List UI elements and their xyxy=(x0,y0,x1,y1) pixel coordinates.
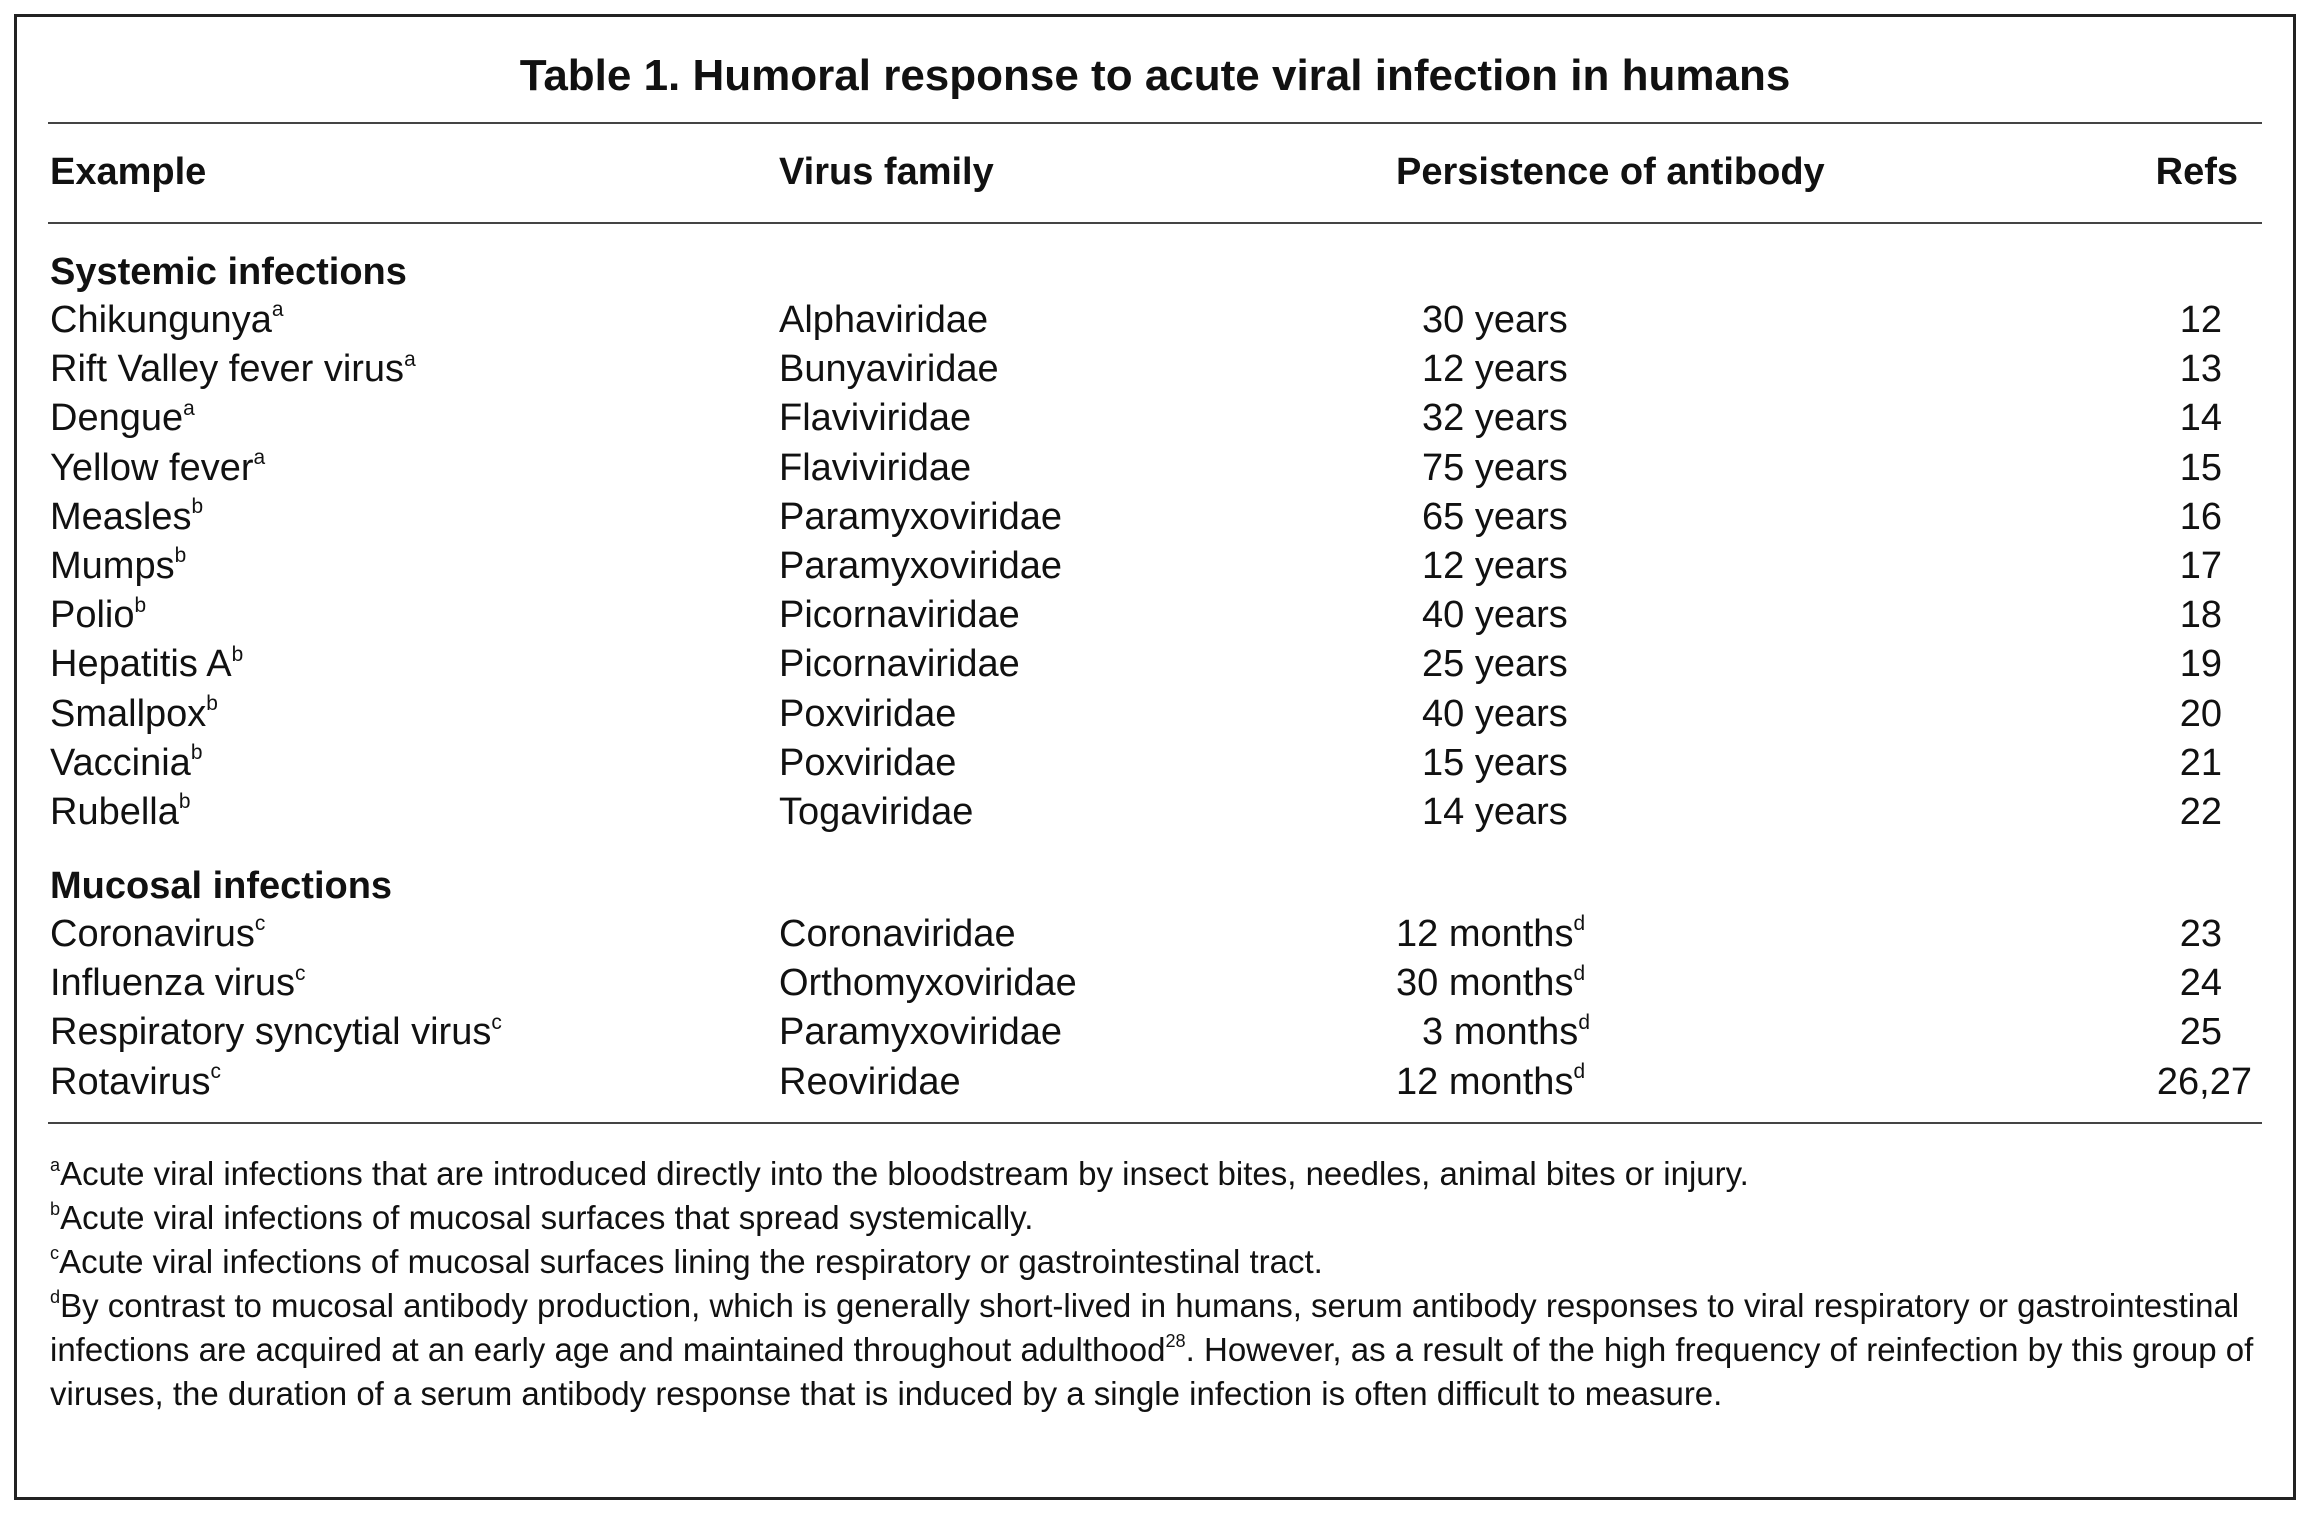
table-title: Table 1. Humoral response to acute viral infection in humans xyxy=(519,51,1791,100)
cell-persistence xyxy=(1422,640,1568,689)
example-text: Polio xyxy=(50,594,135,637)
table-row xyxy=(0,591,2310,640)
cell-virus-family: Flaviviridae xyxy=(779,397,972,440)
cell-persistence xyxy=(1422,591,1568,640)
footnote-marker: b xyxy=(178,790,191,814)
bottom-rule xyxy=(48,1122,2262,1124)
table-row xyxy=(0,493,2310,542)
cell-refs: 22 xyxy=(2179,791,2222,833)
section-heading-systemic: Systemic infections xyxy=(50,251,407,293)
cell-example xyxy=(50,788,191,837)
footnotes xyxy=(50,1152,2264,1416)
cell-refs: 14 xyxy=(2179,397,2222,440)
cell-example xyxy=(50,690,218,739)
table-row xyxy=(0,788,2310,837)
header-rule xyxy=(48,222,2262,224)
table-row xyxy=(0,1058,2310,1107)
footnote-b xyxy=(50,1196,2264,1240)
header-persistence: Persistence of antibody xyxy=(1396,151,1825,193)
example-text: Mumps xyxy=(50,545,175,587)
cell-example xyxy=(50,910,265,959)
cell-example xyxy=(50,493,203,542)
cell-virus-family: Reoviridae xyxy=(779,1060,961,1103)
persistence-text: 40 years xyxy=(1422,692,1568,735)
cell-virus-family: Poxviridae xyxy=(779,741,957,784)
footnote-c xyxy=(50,1240,2264,1284)
cell-virus-family: Picornaviridae xyxy=(779,643,1020,686)
persistence-text: 12 months xyxy=(1396,1060,1574,1103)
cell-virus-family: Paramyxoviridae xyxy=(779,545,1062,587)
table-row xyxy=(0,542,2310,591)
cell-example xyxy=(50,345,416,394)
footnote-marker: b xyxy=(190,741,203,765)
cell-refs: 24 xyxy=(2179,962,2222,1005)
footnote-marker: a xyxy=(183,396,195,420)
cell-example xyxy=(50,591,146,640)
cell-virus-family: Paramyxoviridae xyxy=(779,1011,1062,1054)
example-text: Measles xyxy=(50,495,192,538)
cell-persistence xyxy=(1422,788,1568,837)
cell-refs: 21 xyxy=(2179,741,2222,784)
footnote-marker: d xyxy=(1573,912,1586,936)
cell-example xyxy=(50,444,265,493)
example-text: Vaccinia xyxy=(50,741,191,784)
footnote-marker: d xyxy=(1578,1010,1590,1034)
example-text: Respiratory syncytial virus xyxy=(50,1011,492,1054)
footnote-marker: b xyxy=(134,593,147,617)
persistence-text: 65 years xyxy=(1422,495,1568,538)
cell-persistence xyxy=(1422,493,1568,542)
cell-refs: 16 xyxy=(2179,495,2222,538)
table-row xyxy=(0,1008,2310,1057)
cell-virus-family: Coronaviridae xyxy=(779,913,1016,955)
cell-virus-family: Bunyaviridae xyxy=(779,348,999,391)
table-row xyxy=(0,640,2310,689)
cell-virus-family: Togaviridae xyxy=(779,791,974,833)
footnote-marker: b xyxy=(191,495,204,519)
cell-refs: 13 xyxy=(2179,348,2222,391)
cell-example xyxy=(50,640,243,689)
cell-refs: 18 xyxy=(2179,594,2222,637)
footnote-marker: a xyxy=(271,298,284,322)
example-text: Smallpox xyxy=(50,692,207,735)
footnote-marker: d xyxy=(1573,961,1586,985)
footnote-marker: c xyxy=(491,1010,502,1034)
footnote-marker: b xyxy=(174,544,187,568)
footnote-d xyxy=(50,1284,2264,1416)
cell-example xyxy=(50,1008,502,1057)
cell-refs: 20 xyxy=(2179,692,2222,735)
example-text: Dengue xyxy=(50,397,184,440)
cell-virus-family: Paramyxoviridae xyxy=(779,495,1062,538)
persistence-text: 40 years xyxy=(1422,594,1568,637)
cell-virus-family: Orthomyxoviridae xyxy=(779,962,1077,1005)
table-row xyxy=(0,394,2310,443)
footnote-marker: d xyxy=(50,1287,61,1308)
cell-refs: 19 xyxy=(2179,643,2222,686)
cell-example xyxy=(50,296,283,345)
cell-persistence xyxy=(1396,910,1585,959)
footnote-text: Acute viral infections of mucosal surfaces that spread systemically. xyxy=(60,1199,1034,1236)
cell-persistence xyxy=(1422,444,1568,493)
persistence-text: 30 years xyxy=(1422,299,1568,341)
footnote-marker: c xyxy=(254,912,266,936)
cell-persistence xyxy=(1422,296,1568,345)
example-text: Influenza virus xyxy=(50,962,296,1005)
cell-refs: 12 xyxy=(2179,299,2222,341)
table-row xyxy=(0,739,2310,788)
footnote-marker: c xyxy=(50,1243,60,1264)
example-text: Rift Valley fever virus xyxy=(50,348,405,391)
example-text: Rotavirus xyxy=(50,1060,211,1103)
table-row xyxy=(0,345,2310,394)
footnote-marker: a xyxy=(50,1155,61,1176)
cell-persistence xyxy=(1422,345,1568,394)
header-example: Example xyxy=(50,151,207,193)
cell-example xyxy=(50,739,202,788)
header-virus-family: Virus family xyxy=(779,151,994,193)
footnote-marker: c xyxy=(210,1059,221,1083)
cell-persistence xyxy=(1396,1058,1585,1107)
footnote-text: By contrast to mucosal antibody production, which is generally short-lived in humans, serum antibody responses to viral respiratory or gastrointestinal infections are acquired at an early age and maintained throughout adulthood xyxy=(50,1287,2240,1368)
footnote-marker: c xyxy=(295,961,306,985)
persistence-text: 30 months xyxy=(1396,962,1574,1005)
footnote-marker: a xyxy=(404,347,416,371)
cell-persistence xyxy=(1422,739,1568,788)
example-text: Hepatitis A xyxy=(50,643,232,686)
footnote-marker: b xyxy=(50,1199,61,1220)
table-row xyxy=(0,296,2310,345)
cell-refs: 25 xyxy=(2179,1011,2222,1054)
persistence-text: 25 years xyxy=(1422,643,1568,686)
cell-persistence xyxy=(1422,542,1568,591)
cell-virus-family: Flaviviridae xyxy=(779,446,972,489)
persistence-text: 12 years xyxy=(1422,348,1568,391)
cell-persistence xyxy=(1422,690,1568,739)
cell-persistence xyxy=(1422,1008,1590,1057)
cell-example xyxy=(50,959,305,1008)
cell-example xyxy=(50,394,195,443)
table-row xyxy=(0,910,2310,959)
persistence-text: 32 years xyxy=(1422,397,1568,440)
cell-virus-family: Picornaviridae xyxy=(779,594,1020,637)
persistence-text: 15 years xyxy=(1422,741,1568,784)
cell-virus-family: Alphaviridae xyxy=(779,299,989,341)
footnote-marker: b xyxy=(231,642,244,666)
table-row xyxy=(0,690,2310,739)
example-text: Coronavirus xyxy=(50,913,255,955)
reference-marker: 28 xyxy=(1165,1331,1186,1352)
footnote-marker: b xyxy=(206,691,218,715)
section-heading-mucosal: Mucosal infections xyxy=(50,865,393,907)
example-text: Yellow fever xyxy=(50,446,254,489)
cell-refs: 26,27 xyxy=(2156,1060,2252,1103)
table-row xyxy=(0,444,2310,493)
cell-virus-family: Poxviridae xyxy=(779,692,957,735)
persistence-text: 14 years xyxy=(1422,791,1568,833)
cell-refs: 17 xyxy=(2179,545,2222,587)
footnote-marker: d xyxy=(1573,1059,1586,1083)
cell-example xyxy=(50,1058,221,1107)
table-row xyxy=(0,959,2310,1008)
persistence-text: 12 years xyxy=(1422,545,1568,587)
cell-persistence xyxy=(1422,394,1568,443)
footnote-a xyxy=(50,1152,2264,1196)
footnote-text: Acute viral infections that are introduced directly into the bloodstream by insect bites, needles, animal bites or injury. xyxy=(60,1155,1749,1192)
header-refs: Refs xyxy=(2155,151,2238,193)
cell-persistence xyxy=(1396,959,1585,1008)
persistence-text: 75 years xyxy=(1422,446,1568,489)
example-text: Rubella xyxy=(50,791,179,833)
footnote-text: Acute viral infections of mucosal surfaces lining the respiratory or gastrointestinal tract. xyxy=(59,1243,1323,1280)
footnote-text-continued: . However, as a result of the high frequency of reinfection by this group of viruses, the duration of a serum antibody response that is induced by a single infection is often difficult to measure. xyxy=(50,1331,2254,1412)
footnote-marker: a xyxy=(253,445,266,469)
cell-refs: 15 xyxy=(2179,446,2222,489)
cell-example xyxy=(50,542,186,591)
example-text: Chikungunya xyxy=(50,299,272,341)
top-rule xyxy=(48,122,2262,124)
persistence-text: 3 months xyxy=(1422,1011,1579,1054)
cell-refs: 23 xyxy=(2179,913,2222,955)
persistence-text: 12 months xyxy=(1396,913,1574,955)
